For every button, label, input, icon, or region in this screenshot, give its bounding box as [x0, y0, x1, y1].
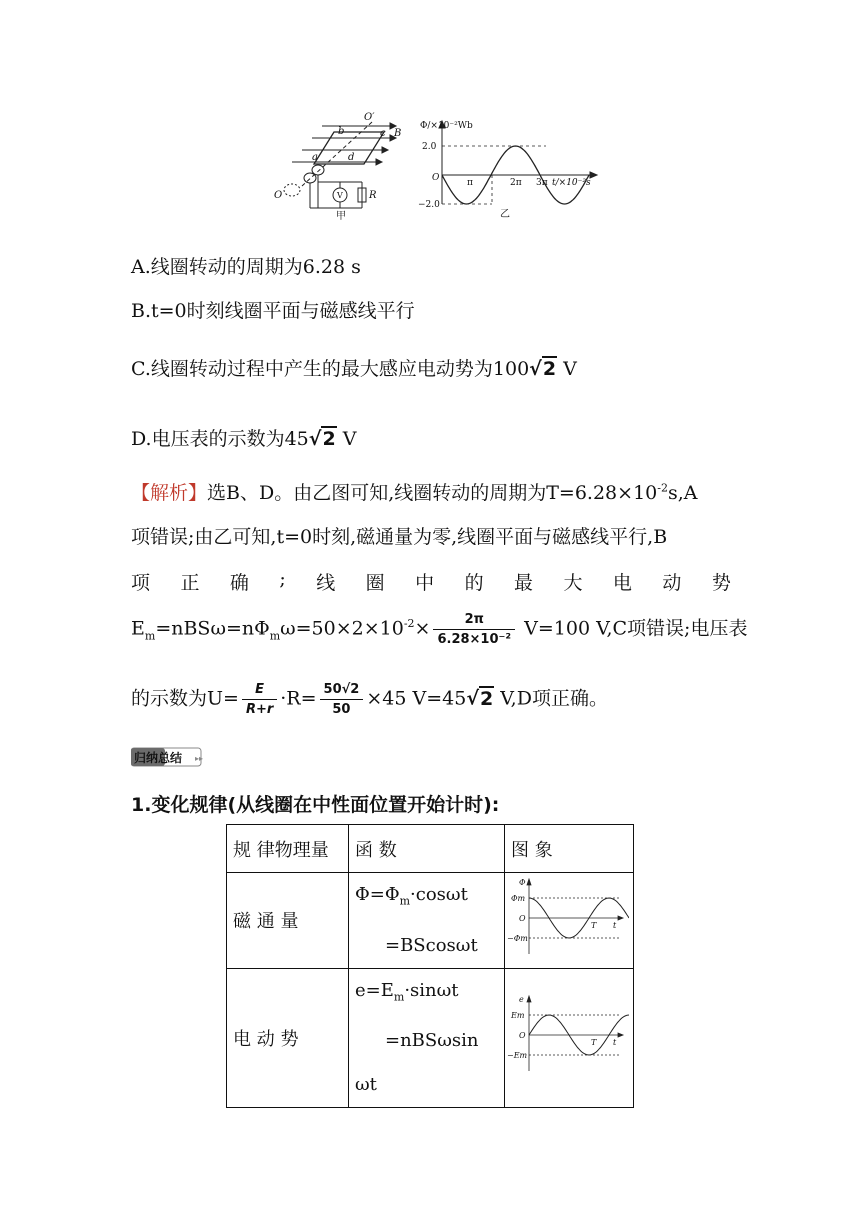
analysis-line-2: 项错误;由乙可知,t=0时刻,磁通量为零,线圈平面与磁感线平行,B — [131, 526, 668, 548]
fraction: $\frac{50√2}{50}$ — [320, 682, 364, 717]
justified-char: 的 — [464, 572, 484, 594]
svg-text:Φ: Φ — [519, 877, 526, 887]
svg-text:−Em: −Em — [507, 1051, 528, 1061]
sqrt-symbol: √2 — [466, 687, 494, 710]
formula-line: $e=E_m\cdot\sin\omega t$ — [355, 979, 459, 1004]
label-c: c — [380, 128, 386, 139]
label-O: O — [274, 190, 283, 201]
analysis-line-4: $E_m=nBS\omega=n\Phi_m\omega=50\times 2\times 10^{-2}\times$ $\frac{2\pi}{\text{6.28×10⁻²}}$ V=100 V,C项错误;电压表 — [131, 612, 748, 647]
justified-char: 大 — [563, 572, 583, 594]
justified-char: 圈 — [365, 572, 385, 594]
formula-line: =BScosωt — [385, 934, 478, 956]
label-o-prime: O′ — [364, 112, 375, 123]
row-name: 磁 通 量 — [227, 873, 349, 969]
table-row — [227, 873, 634, 969]
svg-text:e: e — [519, 995, 524, 1005]
svg-text:Em: Em — [511, 1011, 525, 1021]
formula-line: =nBSωsin — [385, 1030, 479, 1052]
label-a: a — [312, 152, 318, 163]
graph-xlabel: t/×10⁻²s — [552, 178, 591, 188]
flux-graph — [414, 118, 604, 222]
row-name: 电 动 势 — [227, 968, 349, 1108]
svg-text:t: t — [613, 1038, 617, 1048]
svg-text:−Φm: −Φm — [507, 933, 528, 943]
sqrt-symbol: √2 — [529, 358, 557, 380]
tick-top: 2.0 — [422, 142, 437, 152]
label-b: b — [338, 126, 345, 137]
analysis-line-3 — [131, 568, 731, 595]
justified-char: 正 — [180, 572, 200, 594]
justified-char: 线 — [316, 572, 336, 594]
svg-text:O: O — [519, 913, 526, 923]
header-graph: 图 象 — [505, 825, 634, 873]
formula-line: $\Phi=\Phi_m\cdot\cos\omega t$ — [355, 884, 468, 908]
flux-mini-graph — [505, 876, 629, 960]
section-title: 1.变化规律(从线圈在中性面位置开始计时): — [131, 794, 500, 816]
graph-origin: O — [432, 173, 440, 183]
option-d: D.电压表的示数为45√2 V — [131, 428, 357, 450]
option-b: B.t=0时刻线圈平面与磁感线平行 — [131, 300, 415, 322]
svg-text:t: t — [613, 920, 617, 930]
graph-ylabel: Φ/×10⁻²Wb — [420, 121, 473, 131]
header-function: 函 数 — [349, 825, 505, 873]
label-R: R — [369, 190, 377, 201]
analysis-line-5: 的示数为U= $\frac{E}{R+r}$ ·R= $\frac{50√2}{50}$ ×45 V=45√2 V,D项正确。 — [131, 682, 608, 717]
svg-text:T: T — [591, 920, 597, 930]
analysis-line-1: 【解析】选B、D。由乙图可知,线圈转动的周期为$T=6.28\times 10^{-2}s,A$ — [131, 481, 698, 504]
svg-text:▸▸: ▸▸ — [195, 754, 204, 763]
svg-text:T: T — [591, 1038, 597, 1048]
justified-char: 中 — [415, 572, 435, 594]
option-c: C.线圈转动过程中产生的最大感应电动势为100√2 V — [131, 358, 577, 380]
caption-yi: 乙 — [500, 209, 510, 220]
formula-line: ωt — [355, 1074, 377, 1096]
label-B: B — [394, 128, 402, 139]
law-table — [226, 824, 634, 1108]
fraction: $\frac{E}{R+r}$ — [242, 682, 277, 717]
table-row — [227, 968, 634, 1108]
generator-diagram — [272, 108, 412, 220]
justified-char: 项 — [131, 572, 151, 594]
justified-char: 势 — [711, 572, 731, 594]
svg-text:Φm: Φm — [511, 893, 526, 903]
justified-char: 电 — [612, 572, 632, 594]
fraction: $\frac{2\pi}{\text{6.28×10⁻²}}$ — [433, 612, 515, 647]
tick-3pi: 3π — [536, 178, 548, 188]
summary-badge — [131, 746, 205, 768]
emf-mini-graph — [505, 993, 629, 1077]
option-a: A.线圈转动的周期为6.28 s — [131, 256, 361, 278]
caption-jia: 甲 — [336, 211, 346, 220]
justified-char: 动 — [662, 572, 682, 594]
svg-text:O: O — [519, 1031, 526, 1041]
tick-2pi: 2π — [510, 178, 522, 188]
justified-char: 确 — [229, 572, 249, 594]
badge-text: 归纳总结 — [134, 751, 183, 765]
tick-bottom: −2.0 — [418, 200, 440, 210]
label-d: d — [348, 152, 355, 163]
sqrt-symbol: √2 — [308, 428, 336, 450]
label-V: V — [337, 191, 343, 200]
tick-pi: π — [467, 178, 473, 188]
justified-char: 最 — [514, 572, 534, 594]
justified-char: ; — [279, 568, 286, 590]
header-law: 规 律物理量 — [227, 825, 349, 873]
analysis-tag: 【解析】 — [131, 482, 208, 504]
